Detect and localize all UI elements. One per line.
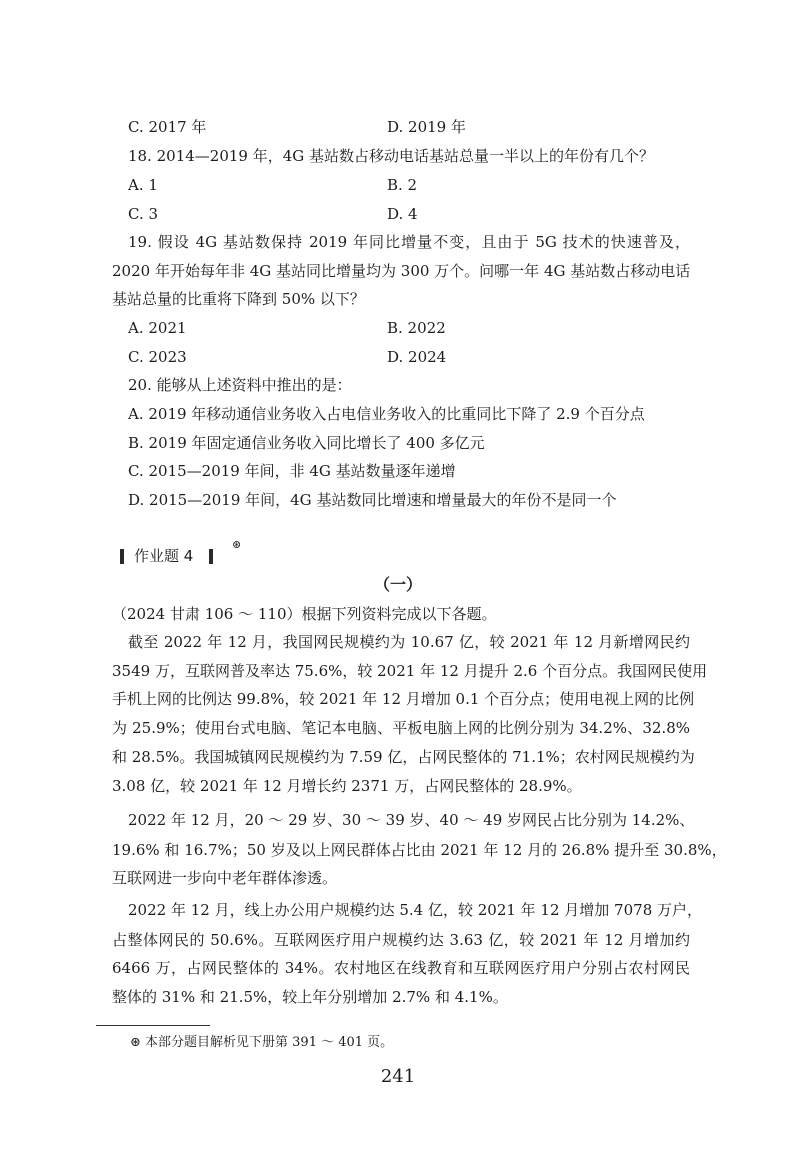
question-20-option-b: B. 2019 年固定通信业务收入同比增长了 400 多亿元: [128, 434, 485, 452]
footnote-rule: [96, 1025, 210, 1026]
question-20-stem: 20. 能够从上述资料中推出的是：: [128, 376, 352, 394]
passage-line: 整体的 31% 和 21.5%，较上年分别增加 2.7% 和 4.1%。: [112, 988, 508, 1006]
question-19-stem-line: 2020 年开始每年非 4G 基站同比增量均为 300 万个。问哪一年 4G 基站数占移动电话: [112, 262, 691, 280]
passage-line: 占整体网民的 50.6%。互联网医疗用户规模约达 3.63 亿，较 2021 年 12 月增加约: [112, 931, 690, 949]
question-19-option-d: D. 2024: [387, 348, 447, 366]
part-title: （一）: [373, 575, 422, 594]
footnote: ⊛ 本部分题目解析见下册第 391 ～ 401 页。: [130, 1035, 394, 1050]
question-18-option-a: A. 1: [128, 176, 158, 194]
question-20-option-a: A. 2019 年移动通信业务收入占电信业务收入的比重同比下降了 2.9 个百分点: [128, 405, 645, 423]
question-18-option-d: D. 4: [387, 205, 418, 223]
question-18-option-b: B. 2: [387, 176, 418, 194]
passage-line: 截至 2022 年 12 月，我国网民规模约为 10.67 亿，较 2021 年 12 月新增网民约: [128, 633, 690, 651]
question-18-option-c: C. 3: [128, 205, 159, 223]
question-18-stem: 18. 2014—2019 年，4G 基站数占移动电话基站总量一半以上的年份有几个？: [128, 147, 655, 165]
passage-line: 互联网进一步向中老年群体渗透。: [112, 869, 338, 887]
section-intro: （2024 甘肃 106 ～ 110）根据下列资料完成以下各题。: [112, 605, 497, 623]
question-20-option-c: C. 2015—2019 年间，非 4G 基站数量逐年递增: [128, 462, 456, 480]
passage-line: 19.6% 和 16.7%；50 岁及以上网民群体占比由 2021 年 12 月的 26.8% 提升至 30.8%，: [112, 841, 727, 859]
heading-bar-left: [120, 549, 124, 564]
heading-bar-right: [209, 549, 213, 564]
passage-line: 2022 年 12 月，线上办公用户规模约达 5.4 亿，较 2021 年 12 月增加 7078 万户，: [128, 901, 703, 919]
passage-line: 为 25.9%；使用台式电脑、笔记本电脑、平板电脑上网的比例分别为 34.2%、32.8%: [112, 719, 690, 737]
passage-line: 6466 万，占网民整体的 34%。农村地区在线教育和互联网医疗用户分别占农村网民: [112, 959, 690, 977]
passage-line: 3.08 亿，较 2021 年 12 月增长约 2371 万，占网民整体的 28.9%。: [112, 777, 582, 795]
question-19-option-b: B. 2022: [387, 319, 446, 337]
passage-line: 2022 年 12 月，20 ～ 29 岁、30 ～ 39 岁、40 ～ 49 岁网民占比分别为 14.2%、: [128, 811, 695, 829]
footnote-mark-icon: ⊛: [232, 538, 242, 551]
passage-line: 3549 万，互联网普及率达 75.6%，较 2021 年 12 月提升 2.6 个百分点。我国网民使用: [112, 662, 708, 680]
question-20-option-d: D. 2015—2019 年间，4G 基站数同比增速和增量最大的年份不是同一个: [128, 491, 617, 509]
passage-line: 手机上网的比例达 99.8%，较 2021 年 12 月增加 0.1 个百分点；使用电视上网的比例: [112, 690, 695, 708]
option-d-prev: D. 2019 年: [387, 118, 466, 136]
question-19-option-a: A. 2021: [128, 319, 187, 337]
question-19-stem-line: 基站总量的比重将下降到 50% 以下？: [112, 290, 365, 308]
passage-line: 和 28.5%。我国城镇网民规模约为 7.59 亿，占网民整体的 71.1%；农村网民规模约为: [112, 748, 695, 766]
section-title: 作业题 4: [134, 547, 194, 565]
question-19-stem-line: 19. 假设 4G 基站数保持 2019 年同比增量不变，且由于 5G 技术的快速普及，: [128, 233, 690, 251]
page-number: 241: [380, 1066, 416, 1087]
question-19-option-c: C. 2023: [128, 348, 187, 366]
option-c-prev: C. 2017 年: [128, 118, 207, 136]
